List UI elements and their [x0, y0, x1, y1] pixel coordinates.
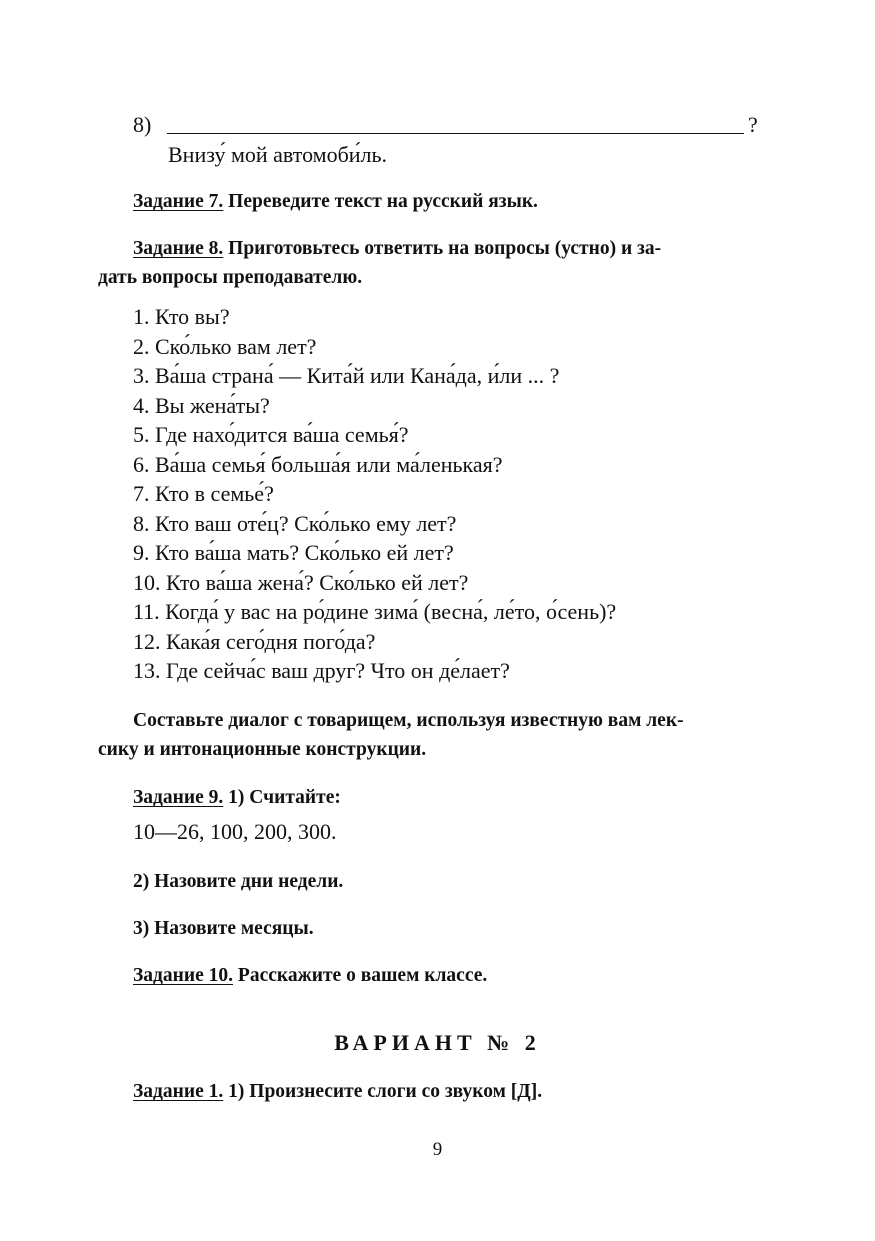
task9-part3: 3) Назовите месяцы. [133, 918, 314, 939]
task10-heading [133, 962, 487, 990]
list-item: 7. Кто в семье́? [133, 481, 274, 506]
list-item: 10. Кто ва́ша жена́? Ско́лько ей лет? [133, 569, 469, 595]
task10-label: Задание 10. [133, 965, 234, 986]
v2-task1-text: 1) Произнесите слоги со звуком [Д]. [223, 1081, 543, 1102]
task9-part2: 2) Назовите дни недели. [133, 871, 344, 892]
item8-question-mark: ? [748, 112, 758, 137]
list-item: 13. Где сейча́с ваш друг? Что он де́лает? [133, 658, 510, 683]
task9-numbers: 10—26, 100, 200, 300. [133, 819, 337, 844]
question-list [133, 302, 616, 686]
list-item: 12. Кака́я сего́дня пого́да? [133, 628, 376, 654]
list-item: 8. Кто ваш оте́ц? Ско́лько ему лет? [133, 510, 457, 536]
task7-label: Задание 7. [133, 191, 224, 212]
task8-heading [98, 234, 759, 292]
list-item: 3. Ва́ша страна́ — Кита́й или Кана́да, и́ли ... ? [133, 363, 560, 388]
list-item: 9. Кто ва́ша мать? Ско́лько ей лет? [133, 540, 454, 565]
v2-task1-label: Задание 1. [133, 1081, 224, 1102]
task8-heading-line2: дать вопросы преподавателю. [98, 267, 363, 288]
list-item: 1. Кто вы? [133, 304, 230, 329]
item8-number: 8) [133, 112, 152, 137]
task8-text-line1: Приготовьтесь ответить на вопросы (устно) и за- [223, 238, 662, 259]
variant-title: ВАРИАНТ № 2 [334, 1030, 541, 1055]
task7-text: Переведите текст на русский язык. [223, 191, 538, 212]
task9-text: 1) Считайте: [223, 787, 341, 808]
task9-heading [133, 784, 341, 812]
dialog-instruction [98, 706, 759, 764]
task9-label: Задание 9. [133, 787, 224, 808]
list-item: 4. Вы жена́ты? [133, 392, 270, 418]
list-item: 6. Ва́ша семья́ больша́я или ма́ленькая? [133, 451, 503, 477]
item8-answer: Внизу́ мой автомоби́ль. [168, 142, 388, 167]
list-item: 2. Ско́лько вам лет? [133, 333, 317, 359]
dialog-line1: Составьте диалог с товарищем, используя известную вам лек- [133, 710, 684, 731]
answer-blank-line [167, 133, 744, 134]
page-number: 9 [432, 1139, 443, 1160]
v2-task1-heading [133, 1078, 542, 1106]
task7-heading [133, 188, 538, 216]
list-item: 11. Когда́ у вас на ро́дине зима́ (весна́, ле́то, о́сень)? [133, 599, 617, 624]
task8-heading-line1 [98, 234, 759, 263]
task8-label: Задание 8. [133, 238, 224, 259]
task10-text: Расскажите о вашем классе. [233, 965, 488, 986]
list-item: 5. Где нахо́дится ва́ша семья́? [133, 422, 409, 447]
dialog-line2: сику и интонационные конструкции. [98, 739, 427, 760]
